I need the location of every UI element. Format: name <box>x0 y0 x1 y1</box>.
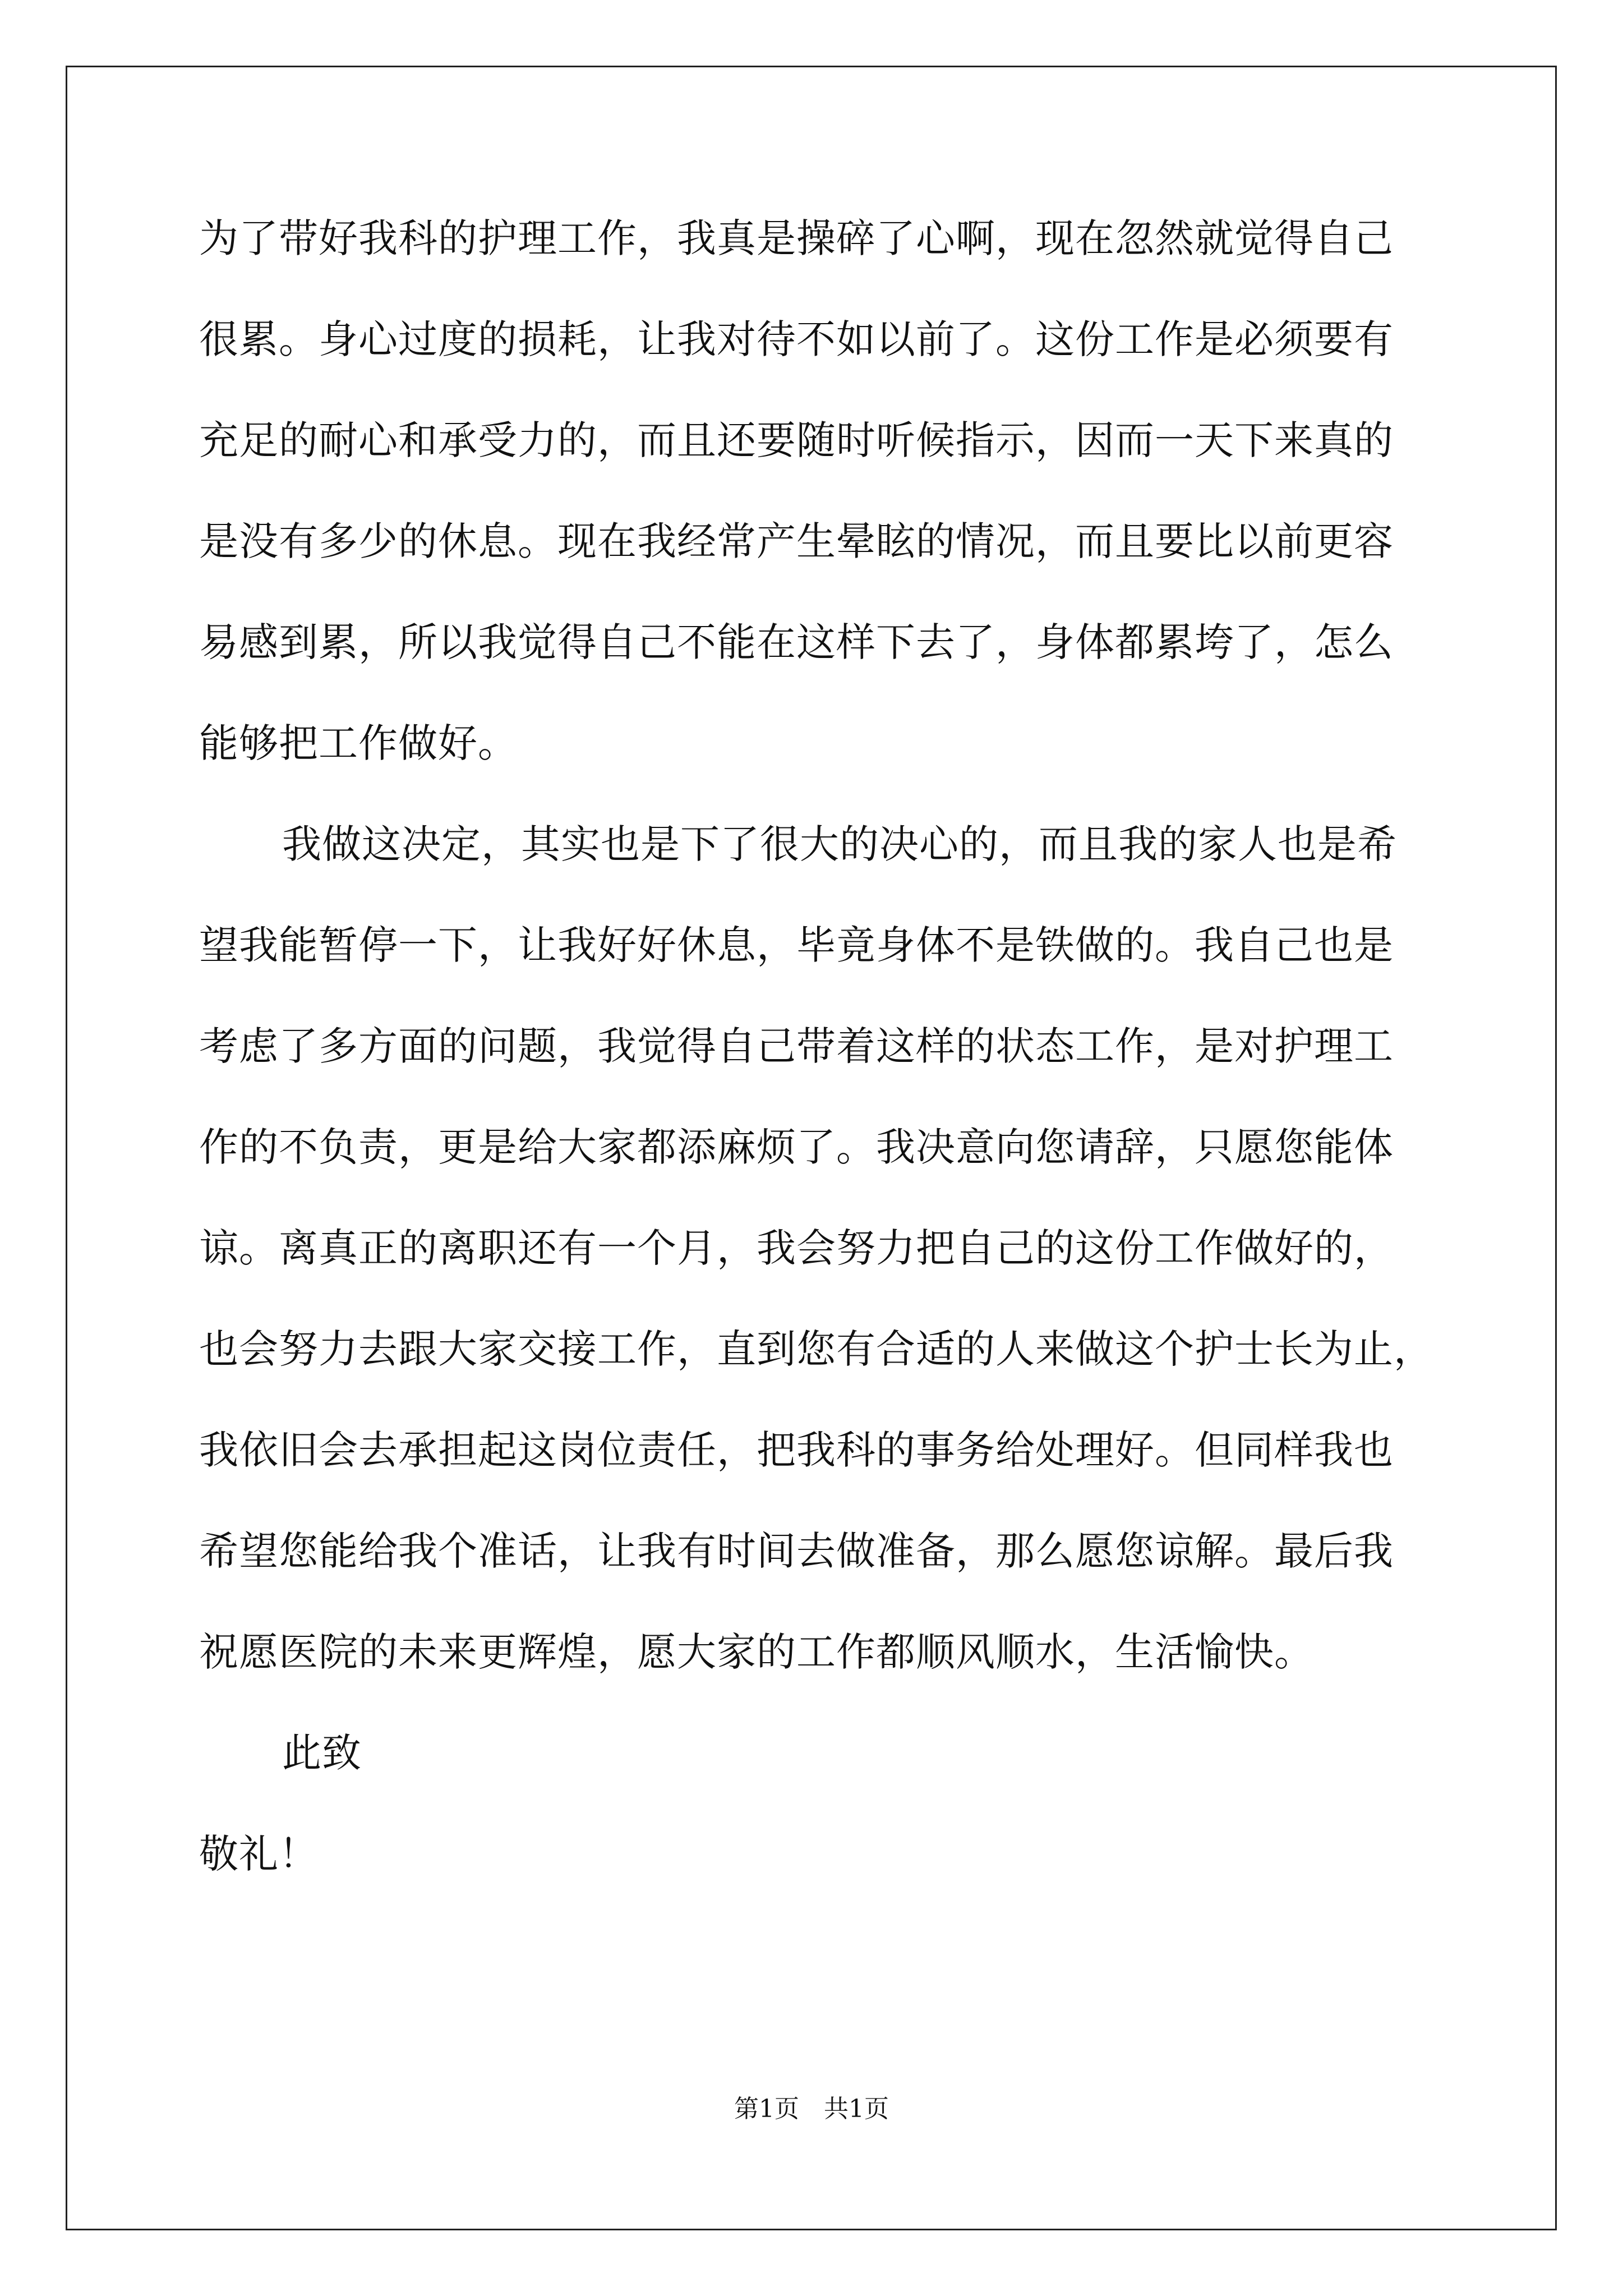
text-line: 易感到累，所以我觉得自己不能在这样下去了，身体都累垮了，怎么 <box>199 619 1394 665</box>
salutation: 敬礼！ <box>199 1831 319 1877</box>
text-line: 我依旧会去承担起这岗位责任，把我科的事务给处理好。但同样我也 <box>199 1427 1394 1473</box>
text-line: 作的不负责，更是给大家都添麻烦了。我决意向您请辞，只愿您能体 <box>199 1124 1394 1170</box>
text-line: 望我能暂停一下，让我好好休息，毕竟身体不是铁做的。我自己也是 <box>199 922 1394 968</box>
text-line: 是没有多少的休息。现在我经常产生晕眩的情况，而且要比以前更容 <box>199 518 1394 564</box>
text-line: 祝愿医院的未来更辉煌，愿大家的工作都顺风顺水，生活愉快。 <box>199 1629 1314 1675</box>
page-footer: 第1页 共1页 <box>734 2095 889 2123</box>
text-line: 谅。离真正的离职还有一个月，我会努力把自己的这份工作做好的， <box>199 1225 1394 1271</box>
text-line: 很累。身心过度的损耗，让我对待不如以前了。这份工作是必须要有 <box>199 316 1394 362</box>
text-line: 充足的耐心和承受力的，而且还要随时听候指示，因而一天下来真的 <box>199 417 1394 463</box>
closing-phrase: 此致 <box>282 1730 362 1776</box>
text-line: 能够把工作做好。 <box>199 720 518 766</box>
text-line: 也会努力去跟大家交接工作，直到您有合适的人来做这个护士长为止， <box>199 1326 1433 1372</box>
text-line: 为了带好我科的护理工作，我真是操碎了心啊，现在忽然就觉得自己 <box>199 215 1394 261</box>
text-line: 我做这决定，其实也是下了很大的决心的，而且我的家人也是希 <box>282 821 1397 867</box>
text-line: 考虑了多方面的问题，我觉得自己带着这样的状态工作，是对护理工 <box>199 1023 1394 1069</box>
text-line: 希望您能给我个准话，让我有时间去做准备，那么愿您谅解。最后我 <box>199 1528 1394 1574</box>
